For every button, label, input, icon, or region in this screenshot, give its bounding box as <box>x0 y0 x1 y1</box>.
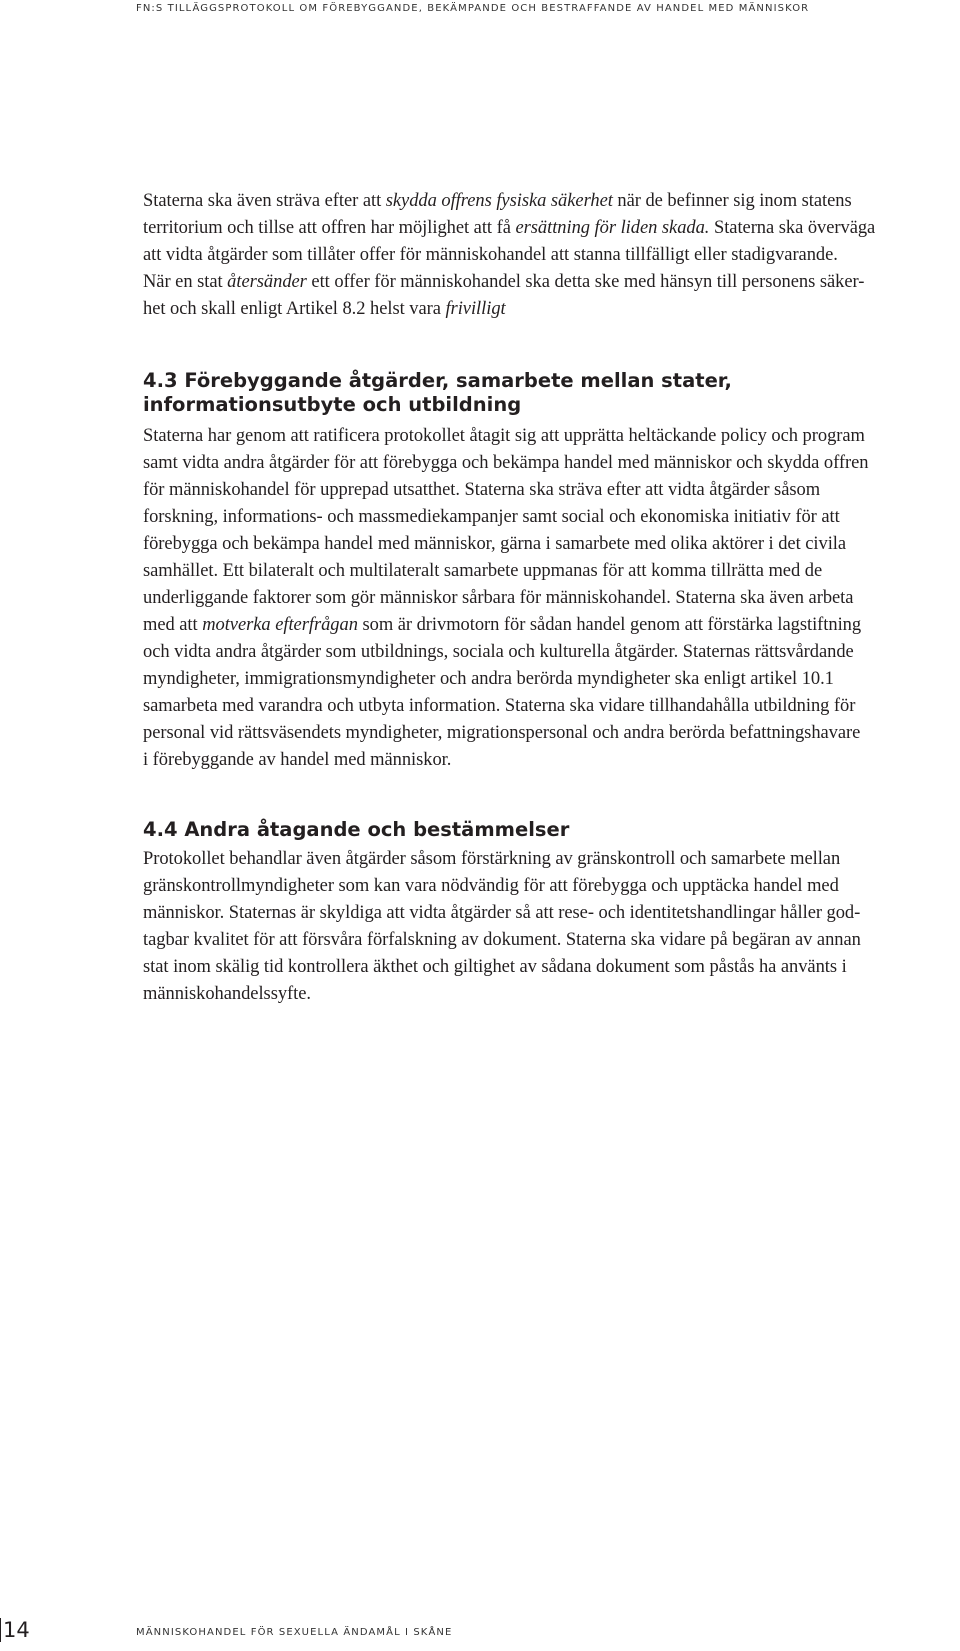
text-line: och vidta andra åtgärder som utbildnings, sociala och kulturella åtgärder. Staternas rättsvårdande <box>143 642 854 662</box>
text-line: Staterna ska även sträva efter att skydda offrens fysiska säkerhet när de befinner sig inom statens <box>143 191 852 211</box>
page-footer <box>0 1602 960 1646</box>
text-line: människor. Staternas är skyldiga att vidta åtgärder så att rese- och identitetshandlingar håller god- <box>143 903 861 923</box>
footer-title: MÄNNISKOHANDEL FÖR SEXUELLA ÄNDAMÅL I SKÅNE <box>136 1627 453 1638</box>
section-heading-4-4: 4.4 Andra åtagande och bestämmelser <box>143 818 570 841</box>
text-line: förebygga och bekämpa handel med människor, gärna i samarbete med olika aktörer i det civila <box>143 534 847 554</box>
text-line: underliggande faktorer som gör människor sårbara för människohandel. Staterna ska även arbeta <box>143 588 854 608</box>
page-content <box>143 188 943 1008</box>
text-line: samhället. Ett bilateralt och multilateralt samarbete uppmanas för att komma tillrätta med de <box>143 561 823 581</box>
text-line: samt vidta andra åtgärder för att förebygga och bekämpa handel med människor och skydda offren <box>143 453 869 473</box>
text-line: gränskontrollmyndigheter som kan vara nödvändig för att förebygga och upptäcka handel med <box>143 876 839 896</box>
text-line: tagbar kvalitet för att försvåra förfalskning av dokument. Staterna ska vidare på begäran av annan <box>143 930 861 950</box>
text-line: het och skall enligt Artikel 8.2 helst vara frivilligt <box>143 299 506 319</box>
text-line: för människohandel för upprepad utsatthet. Staterna ska sträva efter att vidta åtgärder såsom <box>143 480 821 500</box>
text-line: När en stat återsänder ett offer för människohandel ska detta ske med hänsyn till personens säker- <box>143 272 865 292</box>
text-line: med att motverka efterfrågan som är drivmotorn för sådan handel genom att förstärka lagstiftning <box>143 615 862 635</box>
text-line: forskning, informations- och massmediekampanjer samt social och ekonomiska initiativ för att <box>143 507 840 527</box>
text-line: myndigheter, immigrationsmyndigheter och andra berörda myndigheter ska enligt artikel 10.1 <box>143 669 834 689</box>
text-line: Staterna har genom att ratificera protokollet åtagit sig att upprätta heltäckande policy och program <box>143 426 865 446</box>
text-line: att vidta åtgärder som tillåter offer för människohandel att stanna tillfälligt eller stadigvarande. <box>143 245 838 265</box>
section-4-3-paragraph <box>143 423 943 774</box>
text-line: människohandelssyfte. <box>143 984 311 1004</box>
intro-paragraph <box>143 188 943 323</box>
running-header: FN:S TILLÄGGSPROTOKOLL OM FÖREBYGGANDE, BEKÄMPANDE OCH BESTRAFFANDE AV HANDEL MED MÄNNISKOR <box>136 3 810 14</box>
text-line: samarbeta med varandra och utbyta information. Staterna ska vidare tillhandahålla utbildning för <box>143 696 856 716</box>
text-line: territorium och tillse att offren har möjlighet att få ersättning för liden skada. Staterna ska överväga <box>143 218 876 238</box>
text-line: i förebyggande av handel med människor. <box>143 750 452 770</box>
section-heading-4-3: 4.3 Förebyggande åtgärder, samarbete mellan stater, informationsutbyte och utbildning <box>143 369 732 416</box>
text-line: stat inom skälig tid kontrollera äkthet och giltighet av sådana dokument som påstås ha använts i <box>143 957 847 977</box>
text-line: Protokollet behandlar även åtgärder såsom förstärkning av gränskontroll och samarbete mellan <box>143 849 841 869</box>
section-4-4-paragraph <box>143 846 943 1008</box>
text-line: personal vid rättsväsendets myndigheter, migrationspersonal och andra berörda befattningshavare <box>143 723 861 743</box>
page-number: 14 <box>0 1618 30 1642</box>
